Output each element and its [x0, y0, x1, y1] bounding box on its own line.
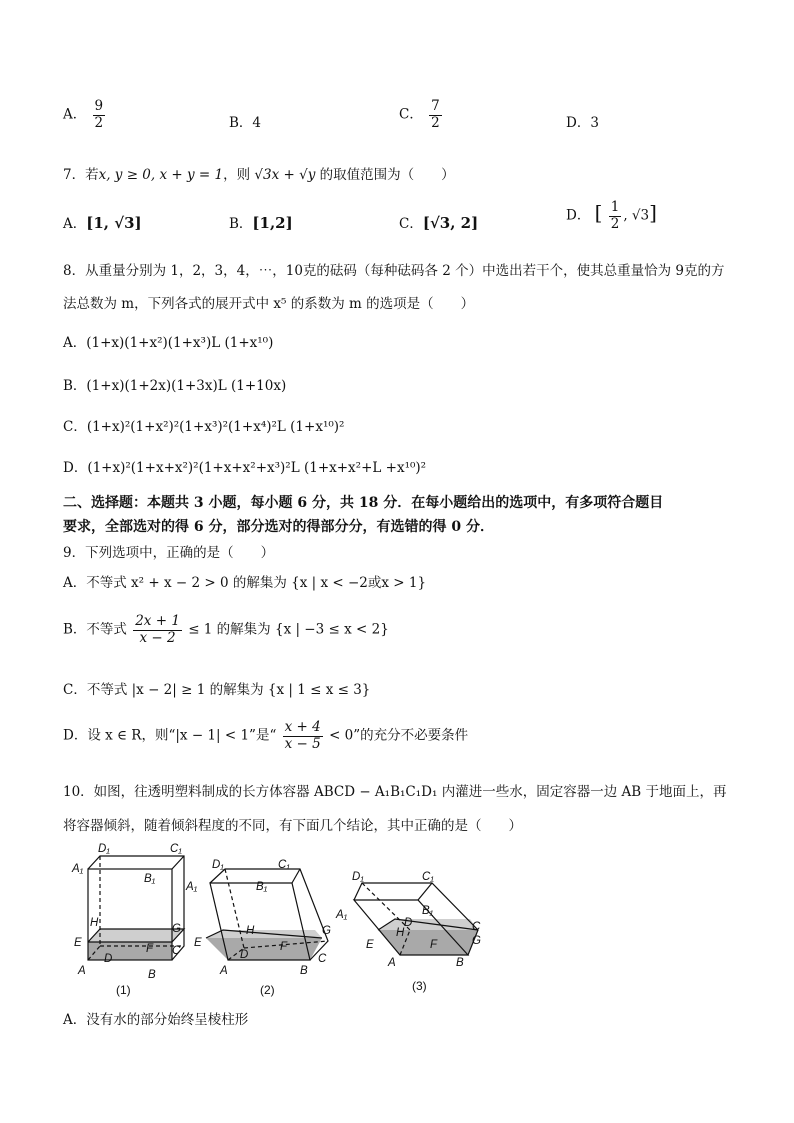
fig1-label-C: C — [172, 945, 181, 957]
q6-option-a-fraction: $\frac{9}{2}$ — [94, 98, 104, 131]
q7-option-d-fraction: $\frac{1}{2}$ — [610, 199, 620, 232]
q9-option-b[interactable]: B．不等式 $\frac{2x + 1}{x - 2}$ ≤ 1 的解集为 {x | −3 ≤ x < 2} — [63, 613, 389, 646]
q9-option-c[interactable]: C．不等式 |x − 2| ≥ 1 的解集为 {x | 1 ≤ x ≤ 3} — [63, 682, 371, 698]
fig1-label-C1: C₁ — [170, 843, 182, 855]
fig2-label-D: D — [240, 949, 249, 961]
fig2-label-F: F — [280, 941, 288, 953]
fig2-label-G: G — [322, 925, 331, 937]
q7-option-b[interactable]: B．[1,2] — [229, 214, 293, 232]
q8-option-b[interactable]: B．(1+x)(1+2x)(1+3x)L (1+10x) — [63, 378, 287, 394]
fig2-label-B1: B₁ — [256, 881, 268, 893]
fig1-label-G: G — [172, 923, 181, 935]
section-2-line2: 要求，全部选对的得 6 分，部分选对的得部分分，有选错的得 0 分． — [63, 519, 494, 535]
q8-option-a[interactable]: A．(1+x)(1+x²)(1+x³)L (1+x¹⁰) — [63, 335, 274, 351]
q8-stem-line1: 8．从重量分别为 1，2，3，4，⋯，10克的砝码（每种砝码各 2 个）中选出若干个，使其总重量恰为 9克的方 — [63, 263, 725, 279]
q6-option-a[interactable]: A． $\frac{9}{2}$ — [63, 98, 104, 131]
q9-option-a[interactable]: A．不等式 x² + x − 2 > 0 的解集为 {x | x < −2或x > 1} — [63, 575, 427, 591]
fig1-caption: (1) — [116, 983, 131, 997]
fig3-label-D: D — [404, 917, 413, 929]
figure-1-water — [88, 942, 172, 960]
fig1-label-E: E — [74, 937, 82, 949]
fig1-label-D1: D₁ — [98, 843, 110, 855]
q7-option-a[interactable]: A．[1, √3] — [63, 214, 142, 232]
q7-option-d[interactable]: D． [ $\frac{1}{2}$ , √3] — [566, 199, 657, 232]
q10-stem-line2: 将容器倾斜，随着倾斜程度的不同，有下面几个结论，其中正确的是（ ） — [63, 818, 522, 834]
fig2-label-A: A — [220, 965, 228, 977]
fig2-label-D1: D₁ — [212, 859, 224, 871]
q10-stem-line1: 10．如图，往透明塑料制成的长方体容器 ABCD − A₁B₁C₁D₁ 内灌进一些水，固定容器一边 AB 于地面上，再 — [63, 784, 727, 800]
fig2-label-B: B — [300, 965, 308, 977]
fig2-label-H: H — [246, 925, 255, 937]
q9-stem: 9．下列选项中，正确的是（ ） — [63, 545, 275, 561]
fig3-caption: (3) — [412, 979, 427, 993]
q9-option-b-fraction: $\frac{2x + 1}{x - 2}$ — [135, 613, 180, 646]
fig1-label-B1: B₁ — [144, 873, 156, 885]
fig1-label-A1: A₁ — [72, 863, 84, 875]
figure-1-upright-box — [88, 856, 184, 960]
fig1-label-F: F — [146, 943, 154, 955]
fig3-label-H: H — [396, 927, 405, 939]
fig2-caption: (2) — [260, 983, 275, 997]
fig3-label-A: A — [388, 957, 396, 969]
fig3-label-C: C — [472, 921, 481, 933]
fig3-label-F: F — [430, 939, 438, 951]
fig1-label-B: B — [148, 969, 156, 981]
fig3-label-D1: D₁ — [352, 871, 364, 883]
section-2-line1: 二、选择题：本题共 3 小题，每小题 6 分，共 18 分．在每小题给出的选项中，有多项符合题目 — [63, 495, 664, 511]
figure-1-water-surface — [88, 929, 184, 942]
q6-option-b[interactable]: B．4 — [229, 115, 262, 131]
q7-option-c[interactable]: C．[√3, 2] — [399, 214, 479, 232]
q6-option-c[interactable]: C． $\frac{7}{2}$ — [399, 98, 440, 131]
q7-stem: 7．若x, y ≥ 0, x + y = 1，则 √3x + √y 的取值范围为（ ） — [63, 167, 455, 183]
fig3-label-E: E — [366, 939, 374, 951]
fig3-label-A1: A₁ — [336, 909, 348, 921]
fig3-label-B1: B₁ — [422, 905, 434, 917]
fig2-label-A1: A₁ — [186, 881, 198, 893]
fig3-label-B: B — [456, 957, 464, 969]
fig1-label-D: D — [104, 953, 113, 965]
q6-option-c-fraction: $\frac{7}{2}$ — [431, 98, 440, 131]
q8-option-d[interactable]: D．(1+x)²(1+x+x²)²(1+x+x²+x³)²L (1+x+x²+L +x¹⁰)² — [63, 460, 427, 476]
q9-option-d[interactable]: D．设 x ∈ R，则“|x − 1| < 1”是“ $\frac{x + 4}{x - 5}$ < 0”的充分不必要条件 — [63, 719, 469, 752]
fig1-label-A: A — [78, 965, 86, 977]
fig1-label-H: H — [90, 917, 99, 929]
fig3-label-G: G — [472, 935, 481, 947]
q10-option-a[interactable]: A．没有水的部分始终呈棱柱形 — [63, 1012, 249, 1028]
figure-3-water — [378, 930, 478, 955]
fig2-label-C1: C₁ — [278, 859, 290, 871]
q6-option-d[interactable]: D．3 — [566, 115, 599, 131]
fig2-label-E: E — [194, 937, 202, 949]
fig3-label-C1: C₁ — [422, 871, 434, 883]
fig2-label-C: C — [318, 953, 327, 965]
q9-option-d-fraction: $\frac{x + 4}{x - 5}$ — [284, 719, 321, 752]
container-tilt-figure — [60, 838, 500, 1000]
q8-stem-line2: 法总数为 m，下列各式的展开式中 x⁵ 的系数为 m 的选项是（ ） — [63, 296, 475, 312]
q8-option-c[interactable]: C．(1+x)²(1+x²)²(1+x³)²(1+x⁴)²L (1+x¹⁰)² — [63, 419, 345, 435]
